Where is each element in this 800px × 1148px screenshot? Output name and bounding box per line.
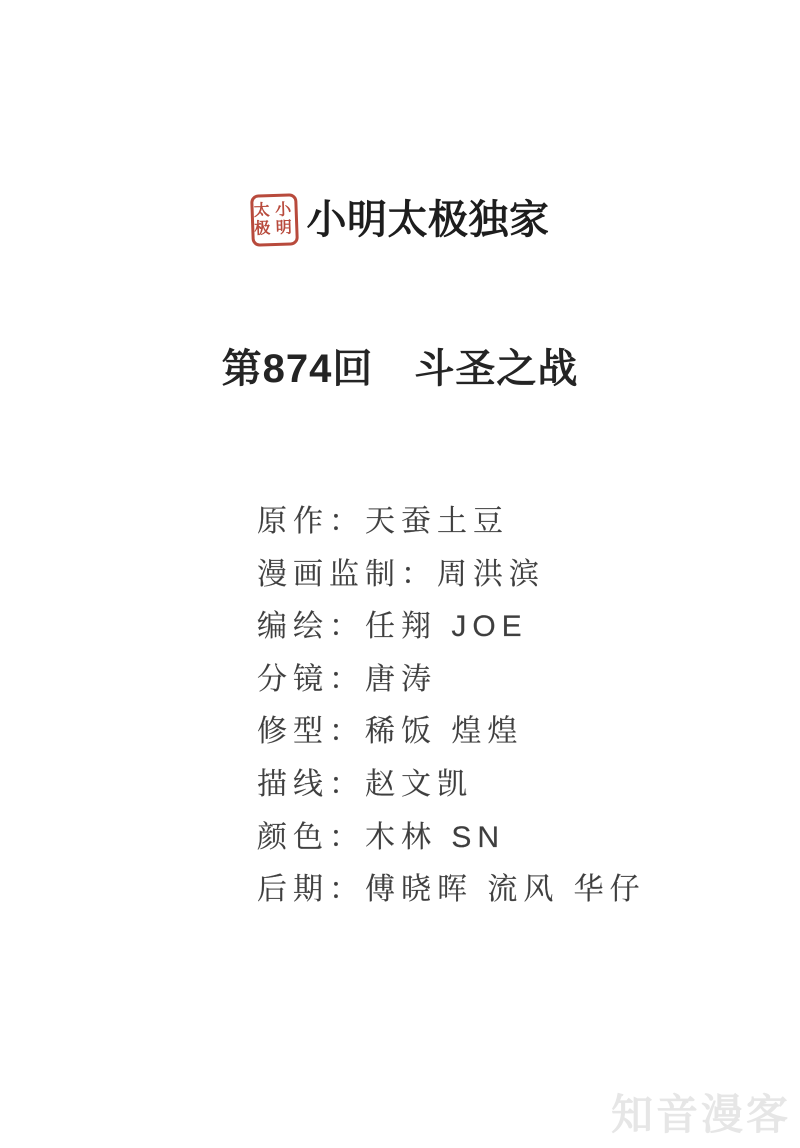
credit-line-coloring: 颜色：木林 SN bbox=[257, 820, 506, 854]
credit-line-postproduction: 后期：傅晓晖 流风 华仔 bbox=[257, 873, 646, 907]
brand-header bbox=[0, 194, 800, 246]
credit-line-storyboard: 分镜：唐涛 bbox=[257, 662, 437, 696]
seal-left-column: 太极 bbox=[252, 201, 271, 238]
credits-list bbox=[257, 496, 646, 917]
credit-line-supervisor: 漫画监制：周洪滨 bbox=[257, 557, 545, 591]
credit-line-inking: 描线：赵文凯 bbox=[257, 767, 473, 801]
credit-line-shaping: 修型：稀饭 煌煌 bbox=[257, 715, 524, 749]
chapter-title: 第874回 斗圣之战 bbox=[221, 347, 579, 391]
seal-right-column: 小明 bbox=[274, 201, 292, 237]
credit-line-illustrator: 编绘：任翔 JOE bbox=[257, 610, 528, 644]
publisher-seal-icon bbox=[250, 193, 299, 247]
brand-title: 小明太极独家 bbox=[306, 198, 550, 242]
site-watermark: 知音漫客 bbox=[610, 1091, 791, 1138]
credit-line-original-author: 原作：天蚕土豆 bbox=[257, 505, 509, 538]
